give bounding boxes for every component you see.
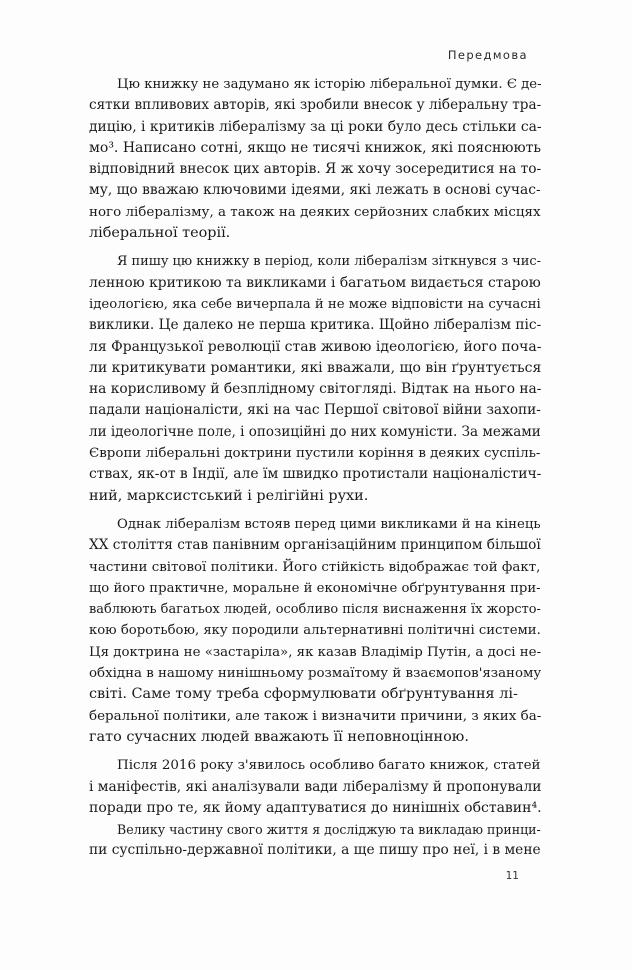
text-line: XX століття став панівним організаційним принципом більшої (89, 537, 541, 554)
text-line: ли ідеологічне поле, і опозиційні до них комуністи. За межами (89, 423, 541, 440)
text-line: Цю книжку не задумано як історію ліберальної думки. Є де- (117, 77, 542, 92)
text-line: гато сучасних людей вважають її неповноцінною. (89, 728, 469, 745)
text-line: ствах, як-от в Індії, але їм швидко протистали націоналістич- (89, 466, 542, 483)
text-line: Після 2016 року з'явилось особливо багато книжок, статей (117, 758, 541, 774)
text-line: виклики. Це далеко не перша критика. Щойно лібералізм піс- (89, 317, 542, 334)
text-line: му, що вважаю ключовими ідеями, які лежать в основі сучас- (89, 182, 541, 199)
text-line: дицію, і критиків лібералізму за ці роки було десь стільки са- (89, 118, 542, 135)
running-head: Передмова (447, 48, 528, 62)
text-line: ідеологією, яка себе вичерпала й не може відповісти на сучасні (89, 296, 541, 312)
text-line: Я пишу цю книжку в період, коли лібералізм зіткнувся з чис- (117, 254, 542, 270)
body-text (89, 74, 541, 862)
text-line: що його практичне, моральне й економічне обґрунтування при- (89, 580, 541, 596)
text-line: Європи ліберальні доктрини пустили коріння в деяких суспіль- (89, 446, 541, 462)
paragraph-3 (89, 514, 541, 748)
paragraph-2 (89, 251, 541, 507)
text-line: ля Французької революції став живою ідеологією, його поча- (89, 338, 542, 355)
text-line: Велику частину свого життя я досліджую та викладаю принци- (117, 822, 541, 838)
text-line: Ця доктрина не «застаріла», як казав Владімір Путін, а досі не- (89, 644, 542, 660)
text-line: ли критикувати романтики, які вважали, що він ґрунтується (89, 359, 542, 376)
page-number: 11 (505, 870, 519, 882)
text-line: сятки впливових авторів, які зробили внесок у ліберальну тра- (89, 97, 542, 114)
text-line: ліберальної теорії. (89, 225, 231, 242)
text-line: поради про те, як йому адаптуватися до нинішніх обставин⁴. (89, 799, 542, 816)
text-line: на корисливому й безплідному світогляді. Відтак на нього на- (89, 381, 542, 398)
text-line: частини світової політики. Його стійкість відображає той факт, (89, 559, 541, 575)
text-line: світі. Саме тому треба сформулювати обґрунтування лі- (89, 686, 518, 703)
text-line: ленною критикою та викликами і багатьом видається старою (89, 274, 541, 291)
text-line: і маніфестів, які аналізували вади лібералізму й пропонували (89, 778, 542, 795)
paragraph-1 (89, 74, 541, 244)
text-line: беральної політики, але також і визначити причини, з яких ба- (89, 708, 542, 724)
text-line: ного лібералізму, а також на деяких серйозних слабких місцях (89, 204, 541, 220)
text-line: пи суспільно-державної політики, а ще пишу про неї, і в мене (89, 842, 541, 859)
text-line: кою боротьбою, яку породили альтернативні політичні системи. (89, 623, 541, 639)
paragraph-4 (89, 755, 541, 861)
text-line: відповідний внесок цих авторів. Я ж хочу зосередитися на то- (89, 161, 542, 178)
text-line: падали націоналісти, які на час Першої світової війни захопи- (89, 402, 541, 419)
text-line: ваблюють багатьох людей, особливо після виснаження їх жорсто- (89, 602, 541, 618)
text-line: ний, марксистський і релігійні рухи. (89, 487, 369, 504)
text-line: обхідна в нашому нинішньому розмаїтому й взаємопов'язаному (89, 666, 542, 682)
text-line: Однак лібералізм встояв перед цими викликами й на кінець (117, 516, 541, 532)
text-line: мо³. Написано сотні, якщо не тисячі книжок, які пояснюють (89, 139, 542, 156)
